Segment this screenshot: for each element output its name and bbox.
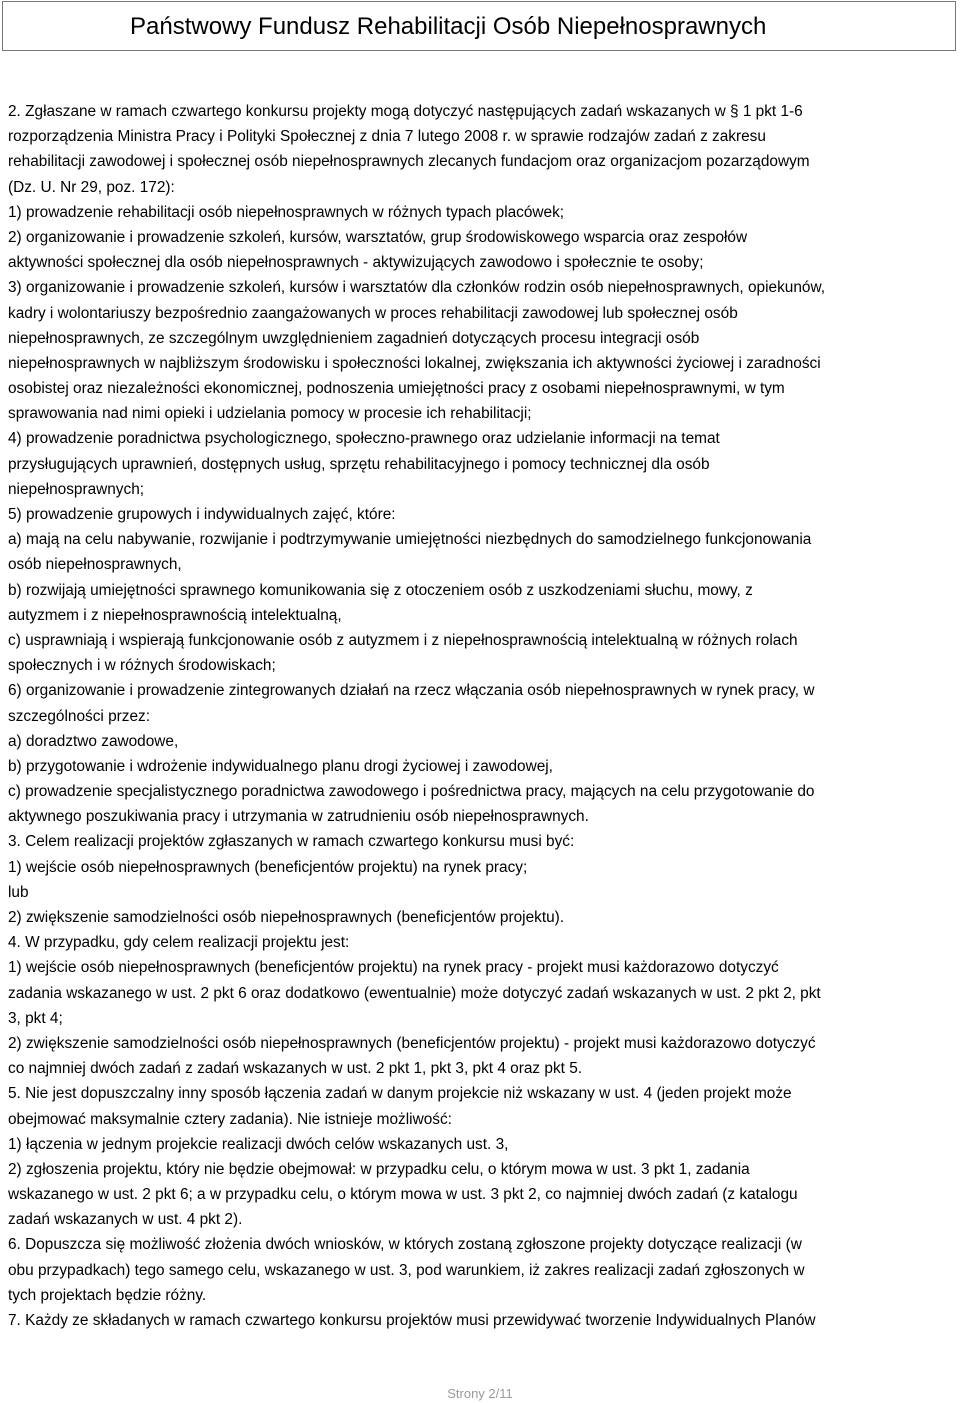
text-line: niepełnosprawnych w najbliższym środowisku i społeczności lokalnej, zwiększania ich aktywności życiowej i zaradności [8, 354, 821, 372]
text-line: 3. Celem realizacji projektów zgłaszanych w ramach czwartego konkursu musi być: [8, 833, 575, 851]
text-line: 1) wejście osób niepełnosprawnych (beneficjentów projektu) na rynek pracy; [8, 858, 528, 876]
text-line: rehabilitacji zawodowej i społecznej osób niepełnosprawnych zlecanych fundacjom oraz organizacjom pozarządowym [8, 153, 810, 171]
text-line: rozporządzenia Ministra Pracy i Polityki Społecznej z dnia 7 lutego 2008 r. w sprawie rodzajów zadań z zakresu [8, 128, 766, 146]
text-line: (Dz. U. Nr 29, poz. 172): [8, 178, 175, 196]
text-line: 4) prowadzenie poradnictwa psychologicznego, społeczno-prawnego oraz udzielanie informacji na temat [8, 430, 720, 448]
text-line: autyzmem i z niepełnosprawnością intelektualną, [8, 606, 342, 624]
text-line: lub [8, 883, 29, 901]
text-line: aktywnego poszukiwania pracy i utrzymania w zatrudnieniu osób niepełnosprawnych. [8, 808, 589, 826]
document-title: Państwowy Fundusz Rehabilitacji Osób Niepełnosprawnych [130, 13, 767, 40]
text-line: niepełnosprawnych; [8, 480, 145, 498]
text-line: społecznych i w różnych środowiskach; [8, 657, 276, 675]
text-line: wskazanego w ust. 2 pkt 6; a w przypadku celu, o którym mowa w ust. 3 pkt 2, co najmniej dwóch zadań (z katalogu [8, 1186, 798, 1204]
text-line: 2) organizowanie i prowadzenie szkoleń, kursów, warsztatów, grup środowiskowego wsparcia oraz zespołów [8, 228, 748, 246]
text-line: 5. Nie jest dopuszczalny inny sposób łączenia zadań w danym projekcie niż wskazany w ust. 4 (jeden projekt może [8, 1085, 792, 1103]
text-line: osobistej oraz niezależności ekonomicznej, podnoszenia umiejętności pracy z osobami niepełnosprawnymi, w tym [8, 380, 785, 398]
text-line: c) prowadzenie specjalistycznego poradnictwa zawodowego i pośrednictwa pracy, mających na celu przygotowanie do [8, 783, 815, 801]
text-line: niepełnosprawnych, ze szczególnym uwzględnieniem zagadnień dotyczących procesu integracji osób [8, 329, 700, 347]
text-line: 3) organizowanie i prowadzenie szkoleń, kursów i warsztatów dla członków rodzin osób niepełnosprawnych, opiekunów, [8, 279, 825, 297]
text-line: przysługujących uprawnień, dostępnych usług, sprzętu rehabilitacyjnego i pomocy technicznej dla osób [8, 455, 710, 473]
text-line: szczególności przez: [8, 707, 150, 725]
text-line: 4. W przypadku, gdy celem realizacji projektu jest: [8, 934, 350, 952]
text-line: b) przygotowanie i wdrożenie indywidualnego planu drogi życiowej i zawodowej, [8, 757, 553, 775]
text-line: c) usprawniają i wspierają funkcjonowanie osób z autyzmem i z niepełnosprawnością intelektualną w różnych rolach [8, 631, 798, 649]
text-line: 2) zwiększenie samodzielności osób niepełnosprawnych (beneficjentów projektu) - projekt musi każdorazowo dotyczyć [8, 1034, 816, 1052]
text-line: 5) prowadzenie grupowych i indywidualnych zajęć, które: [8, 506, 396, 523]
text-line: zadań wskazanych w ust. 4 pkt 2). [8, 1211, 243, 1229]
text-line: 6. Dopuszcza się możliwość złożenia dwóch wniosków, w których zostaną zgłoszone projekty dotyczące realizacji (w [8, 1236, 802, 1254]
text-line: 3, pkt 4; [8, 1009, 63, 1027]
text-line: 1) wejście osób niepełnosprawnych (beneficjentów projektu) na rynek pracy - projekt musi każdorazowo dotyczyć [8, 959, 779, 977]
page-number: Strony 2/11 [447, 1386, 513, 1401]
document-body [8, 99, 953, 1333]
text-line: a) mają na celu nabywanie, rozwijanie i podtrzymywanie umiejętności niezbędnych do samodzielnego funkcjonowania [8, 531, 812, 549]
text-line: osób niepełnosprawnych, [8, 556, 182, 574]
text-line: a) doradztwo zawodowe, [8, 732, 179, 750]
text-line: b) rozwijają umiejętności sprawnego komunikowania się z otoczeniem osób z uszkodzeniami słuchu, mowy, z [8, 581, 753, 599]
text-line: obu przypadkach) tego samego celu, wskazanego w ust. 3, pod warunkiem, iż zakres realizacji zadań zgłoszonych w [8, 1261, 805, 1279]
text-line: sprawowania nad nimi opieki i udzielania pomocy w procesie ich rehabilitacji; [8, 405, 532, 423]
text-line: 6) organizowanie i prowadzenie zintegrowanych działań na rzecz włączania osób niepełnosprawnych w rynek pracy, w [8, 682, 815, 700]
text-line: zadania wskazanego w ust. 2 pkt 6 oraz dodatkowo (ewentualnie) może dotyczyć zadań wskazanych w ust. 2 pkt 2, pkt [8, 984, 821, 1002]
text-line: tych projektach będzie różny. [8, 1286, 207, 1304]
text-line: 7. Każdy ze składanych w ramach czwartego konkursu projektów musi przewidywać tworzenie Indywidualnych Planów [8, 1312, 816, 1329]
text-line: obejmować maksymalnie cztery zadania). Nie istnieje możliwość: [8, 1110, 452, 1128]
text-line: 1) prowadzenie rehabilitacji osób niepełnosprawnych w różnych typach placówek; [8, 203, 565, 221]
text-line: kadry i wolontariuszy bezpośrednio zaangażowanych w proces rehabilitacji zawodowej lub społecznej osób [8, 304, 738, 322]
text-line: co najmniej dwóch zadań z zadań wskazanych w ust. 2 pkt 1, pkt 3, pkt 4 oraz pkt 5. [8, 1060, 583, 1078]
text-line: 2. Zgłaszane w ramach czwartego konkursu projekty mogą dotyczyć następujących zadań wskazanych w § 1 pkt 1-6 [8, 103, 803, 120]
text-line: aktywności społecznej dla osób niepełnosprawnych - aktywizujących zawodowo i społecznie te osoby; [8, 254, 704, 272]
text-line: 1) łączenia w jednym projekcie realizacji dwóch celów wskazanych ust. 3, [8, 1135, 509, 1153]
text-line: 2) zgłoszenia projektu, który nie będzie obejmował: w przypadku celu, o którym mowa w ust. 3 pkt 1, zadania [8, 1160, 750, 1178]
text-line: 2) zwiększenie samodzielności osób niepełnosprawnych (beneficjentów projektu). [8, 909, 565, 926]
page-header [2, 1, 956, 51]
